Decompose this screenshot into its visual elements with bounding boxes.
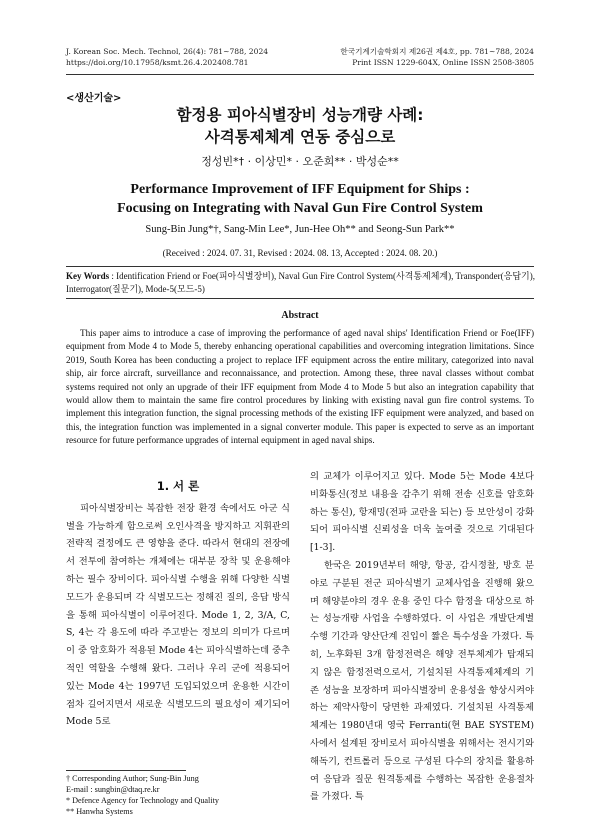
footnotes	[66, 773, 290, 817]
english-title-line1: Performance Improvement of IFF Equipment for Ships :	[130, 182, 470, 197]
doi-link[interactable]: https://doi.org/10.17958/ksmt.26.4.202408.781	[66, 58, 249, 67]
issn-line: Print ISSN 1229-604X, Online ISSN 2508-3805	[352, 58, 534, 67]
abstract-text: This paper aims to introduce a case of improving the performance of aged naval ships' Identification Friend or Foe(IFF) equipment from Mode 4 to Mode 5, thereby enhancing operational capabilities and overcoming integration limitations. Since 2019, South Korea has been conducting a project to replace IFF equipment across the entire military, categorized into naval ship, air force aircraft, surveillance and reconnaissance, and protection. Among these, three naval classes without combat systems required not only an upgrade of their IFF equipment from Mode 4 to Mode 5 but also an integration capability that would allow them to maintain the same fire control procedures by linking with existing naval gun fire control systems. To implement this integration function, the signal processing methods of the existing IFF equipment were analyzed, and based on this, the integration function was implemented in a signal converter module. This paper is expected to serve as an important resource for future performance upgrades of internal equipment in aged naval ships.	[66, 328, 534, 446]
english-title-line2: Focusing on Integrating with Naval Gun Fire Control System	[117, 201, 483, 216]
right-column	[310, 468, 534, 806]
category-label: <생산기술>	[66, 93, 122, 104]
citation-line: J. Korean Soc. Mech. Technol, 26(4): 781~788, 2024	[66, 47, 269, 56]
footnote-affiliation-2: ** Hanwha Systems	[66, 807, 133, 816]
left-column	[66, 478, 290, 731]
journal-citation-korean	[340, 46, 534, 68]
keywords-top-rule	[66, 266, 534, 267]
keywords-list: : Identification Friend or Foe(피아식별장비), Naval Gun Fire Control System(사격통제체계), Transponder(응답기), Interrogator(질문기), Mode-5(모드-5)	[66, 271, 535, 294]
keywords-bottom-rule	[66, 298, 534, 299]
footnote-affiliation-1: * Defence Agency for Technology and Quality	[66, 796, 219, 805]
keywords	[66, 270, 536, 295]
footnote-divider	[66, 770, 186, 771]
keywords-label: Key Words	[66, 271, 110, 281]
intro-paragraph-2: 한국은 2019년부터 해양, 항공, 감시정찰, 방호 분야로 구분된 전군 피아식별기 교체사업을 진행해 왔으며 해양분야의 경우 운용 중인 다수 함정을 대상으로 하는 성능개량 사업을 수행하였다. 이 사업은 개발단계별 수행 기간과 양산단계 진입이 짧은 특수성을 가졌다. 특히, 노후화된 3개 함정전력은 해양 전투체계가 탑재되지 않은 함정전력으로서, 기설치된 사격통제체계의 기존 성능을 보장하며 피아식별장비 운용성을 향상시켜야 하는 제약사항이 당면한 과제였다. 기설치된 사격통제체계는 1980년대 영국 Ferranti(현 BAE SYSTEM)사에서 설계된 장비로서 피아식별을 위해서는 전시기와 해독기, 컨트롤러 등으로 구성된 다수의 장치를 활용하여 응답과 질문 원격통제를 수행하는 복잡한 운용절차를 가졌다. 특	[310, 559, 534, 803]
english-authors: Sung-Bin Jung*†, Sang-Min Lee*, Jun-Hee Oh** and Seong-Sun Park**	[145, 224, 455, 235]
korean-title-line2: 사격통제체계 연동 중심으로	[204, 128, 396, 146]
journal-citation	[66, 46, 268, 68]
footnote-corresponding: † Corresponding Author; Sung-Bin Jung	[66, 774, 199, 783]
citation-line-korean: 한국기계기술학회지 제26권 제4호, pp. 781~788, 2024	[340, 47, 534, 56]
section-heading: 1. 서 론	[156, 479, 200, 493]
intro-paragraph: 피아식별장비는 복잡한 전장 환경 속에서도 아군 식별을 가능하게 함으로써 오인사격을 방지하고 지휘관의 전략적 결정에도 큰 영향을 준다. 따라서 현대의 전장에서 전투에 참여하는 개체에는 대부분 장착 및 운용해야 하는 필수 장비이다. 피아식별 수행을 위해 다양한 식별모드가 운용되며 각 식별모드는 정해진 질의, 응답 방식을 통해 피아식별이 이루어진다. Mode 1, 2, 3/A, C, S, 4는 각 용도에 따라 주고받는 정보의 의미가 다르며 이 중 암호화가 적용된 Mode 4는 피아식별하는데 중추적인 역할을 수행해 왔다. 그러나 우리 군에 적용되어 있는 Mode 4는 1997년 도입되었으며 운용한 시간이 점차 길어지면서 새로운 식별모드의 필요성이 제기되어 Mode 5로	[66, 502, 290, 728]
intro-paragraph-continued: 의 교체가 이루어지고 있다. Mode 5는 Mode 4보다 비화통신(정보 내용을 감추기 위해 전송 신호를 암호화하는 통신), 항재밍(전파 교란을 되는) 등 보안성이 강화되어 피아식별 신뢰성을 더욱 높여줄 것으로 기대된다[1-3].	[310, 471, 534, 554]
abstract-heading: Abstract	[281, 310, 319, 321]
english-title	[0, 180, 600, 218]
footnote-email[interactable]: E-mail : sungbin@dtaq.re.kr	[66, 785, 160, 794]
korean-title-line1: 함정용 피아식별장비 성능개량 사례:	[176, 106, 424, 124]
korean-authors: 정성빈*† · 이상민* · 오준희** · 박성순**	[201, 155, 399, 168]
received-dates: (Received : 2024. 07. 31, Revised : 2024. 08. 13, Accepted : 2024. 08. 20.)	[162, 248, 438, 258]
korean-title	[0, 104, 600, 148]
header-divider	[66, 74, 534, 75]
